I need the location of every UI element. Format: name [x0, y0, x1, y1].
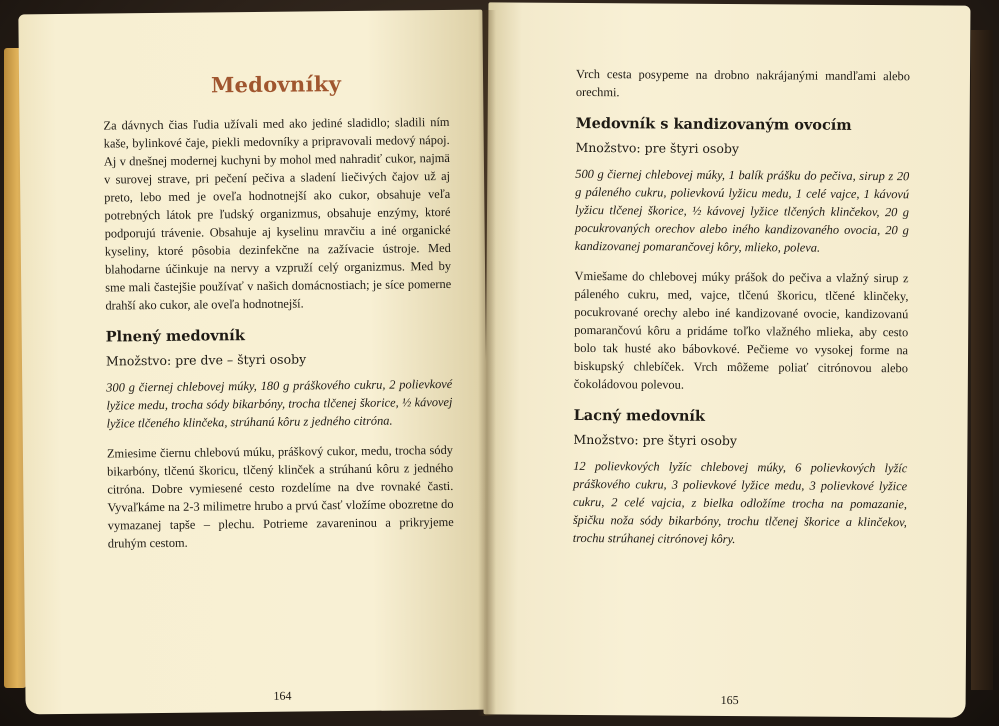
recipe-method: Vmiešame do chlebovej múky prášok do pečiva a vlažný sirup z páleného cukru, med, vajce, tlčenú škoricu, tlčené klinčeky, pocukrované orechy alebo iné kandizované ovocie, kandizovanú pomarančovú kôru a pridáme toľko vlažného mlieka, aby cesto bolo tak husté ako bábovkové. Pečieme vo vysokej forme na biskupský chlebíček. Vrch môžeme poliať citrónovou alebo čokoládovou polevou. — [573, 268, 909, 392]
chapter-title: Medovníky — [210, 71, 342, 98]
recipe-ingredients: 12 polievkových lyžíc chlebovej múky, 6 polievkových lyžíc práškového cukru, 3 polievkové lyžice medu, 3 polievkové lyžice cukru, 2 celé vajcia, z bielka odložíme trocha na pomazanie, špičku noža sódy bikarbóny, trochu tlčenej škorice a klinčekov, trochu strúhanej citrónovej kôry. — [572, 458, 908, 547]
left-page — [18, 10, 489, 715]
recipe-method: Zmiesime čiernu chlebovú múku, práškový cukor, medu, trocha sódy bikarbóny, tlčenú škoricu, tlčený klinček a strúhanú kôru z jedného citróna. Dobre vymiesené cesto rozdelíme na dve rovnaké časti. Vyvaľkáme na 2-3 milimetre hrubo a prvú časť vložíme obozretne do vymazanej tapše – plechu. Potrieme zavareninou a prikryjeme druhým cestom. — [106, 442, 454, 551]
recipe-quantity: Množstvo: pre dve – štyri osoby — [105, 351, 307, 369]
recipe-quantity: Množstvo: pre štyri osoby — [573, 431, 737, 449]
recipe-title-plneny-medovnik: Plnený medovník — [105, 327, 245, 346]
page-number-right: 165 — [720, 692, 739, 708]
recipe-ingredients: 500 g čiernej chlebovej múky, 1 balík prášku do pečiva, sirup z 20 g páleného cukru, polievkovú lyžicu medu, 1 celé vajce, 1 kávovú lyžicu tlčenej škorice, ½ kávovej lyžice tlčených klinčekov, 20 g pocukrovaných orechov alebo iného kandizovaného ovocia, 20 g kandizovanej pomarančovej kôry, mlieko, poleva. — [574, 166, 910, 255]
recipe-ingredients: 300 g čiernej chlebovej múky, 180 g práškového cukru, 2 polievkové lyžice medu, trocha sódy bikarbóny, trocha tlčenej škorice, ½ kávovej lyžice tlčeného klinčeka, strúhanú kôru z jedného citróna. — [106, 376, 453, 431]
right-page — [484, 2, 971, 717]
book-cover-edge-right — [971, 30, 993, 690]
page-number-left: 164 — [273, 688, 292, 703]
continuation-paragraph: Vrch cesta posypeme na drobno nakrájanými mandľami alebo orechmi. — [575, 66, 911, 100]
recipe-title-lacny-medovnik: Lacný medovník — [573, 406, 706, 425]
intro-paragraph: Za dávnych čias ľudia užívali med ako jediné sladidlo; sladili ním kaše, bylinkové čaje, piekli medovníky a pripravovali medový nápoj. Aj v dnešnej modernej kuchyni by mohol med nahradiť cukor, najmä v surovej strave, pri pečení pečiva a sladení liečivých čajov už aj preto, lebo med je oveľa hodnotnejší ako cukor, obsahuje veľa potrebných látok pre ľudský organizmus, obsahuje enzýmy, ktoré podporujú trávenie. Obsahuje aj kyselinu mravčiu a iné organické kyseliny, ktoré pôsobia dezinfekčne na zažívacie ústroje. Med blahodarne účinkuje na nervy a vzpruží celý organizmus. Med by sme mali častejšie používať v našich domácnostiach; je síce pomerne drahší ako cukor, ale oveľa hodnotnejší. — [103, 114, 452, 313]
recipe-quantity: Množstvo: pre štyri osoby — [575, 139, 740, 157]
recipe-title-kandizovane-ovocie: Medovník s kandizovaným ovocím — [575, 114, 852, 134]
